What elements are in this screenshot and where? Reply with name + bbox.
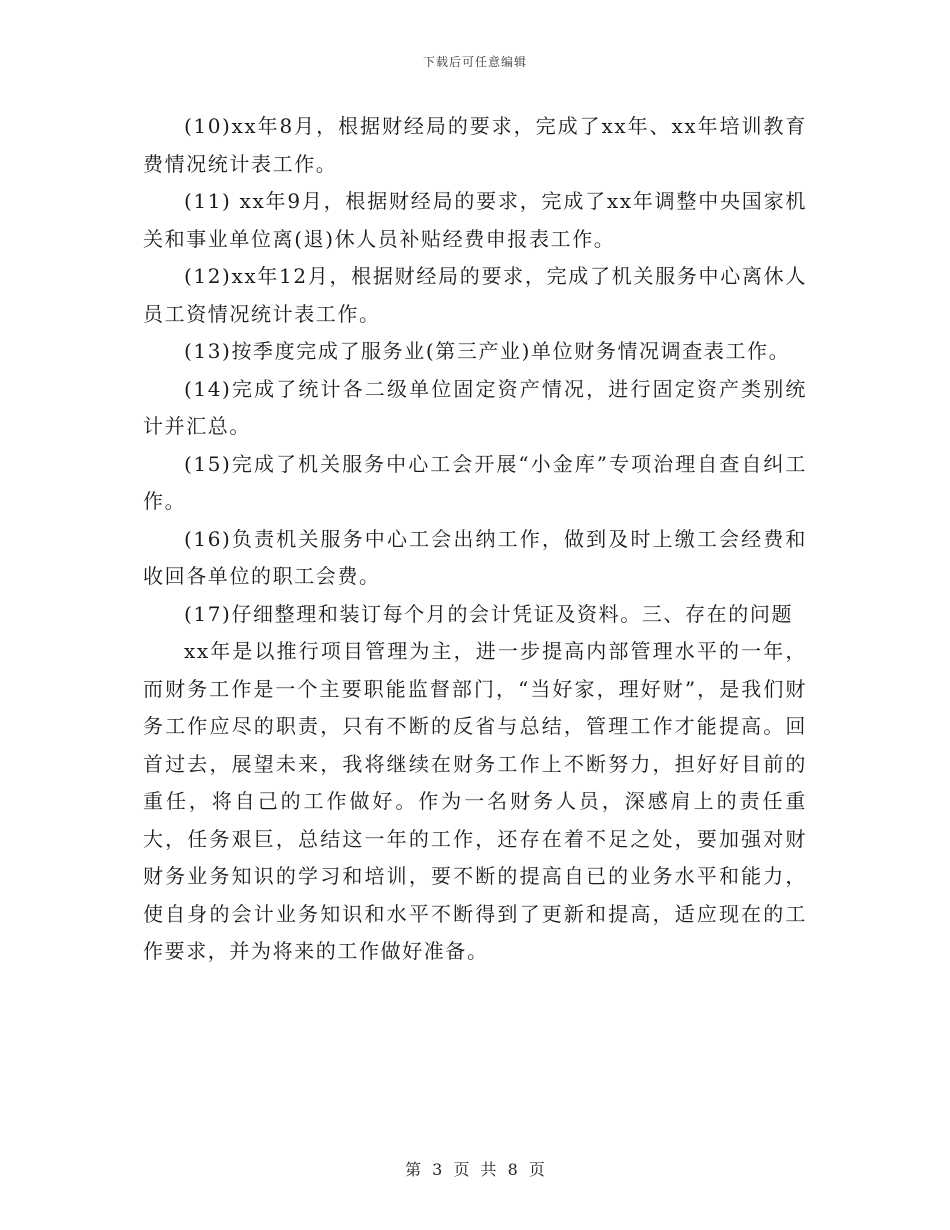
paragraph: (13)按季度完成了服务业(第三产业)单位财务情况调查表工作。	[184, 339, 791, 363]
page-number-footer: 第 3 页 共 8 页	[405, 1160, 545, 1179]
paragraph: (10)xx年8月，根据财经局的要求，完成了xx年、xx年培训教育费情况统计表工作。	[143, 114, 807, 176]
paragraph: (17)仔细整理和装订每个月的会计凭证及资料。三、存在的问题	[184, 601, 794, 626]
paragraph: xx年是以推行项目管理为主，进一步提高内部管理水平的一年，而财务工作是一个主要职能监督部门，“当好家，理好财”，是我们财务工作应尽的职责，只有不断的反省与总结，管理工作才能提高。回首过去，展望未来，我将继续在财务工作上不断努力，担好好目前的重任，将自己的工作做好。作为一名财务人员，深感肩上的责任重大，任务艰巨，总结这一年的工作，还存在着不足之处，要加强对财财务业务知识的学习和培训，要不断的提高自已的业务水平和能力，使自身的会计业务知识和水平不断得到了更新和提高，适应现在的工作要求，并为将来的工作做好准备。	[143, 639, 807, 963]
paragraph: (14)完成了统计各二级单位固定资产情况，进行固定资产类别统计并汇总。	[143, 376, 807, 438]
paragraph: (16)负责机关服务中心工会出纳工作，做到及时上缴工会经费和收回各单位的职工会费。	[143, 526, 807, 588]
paragraph: (12)xx年12月，根据财经局的要求，完成了机关服务中心离休人员工资情况统计表工作。	[143, 264, 807, 326]
paragraph: (11) xx年9月，根据财经局的要求，完成了xx年调整中央国家机关和事业单位离(退)休人员补贴经费申报表工作。	[143, 189, 807, 251]
paragraph: (15)完成了机关服务中心工会开展“小金库”专项治理自查自纠工作。	[143, 451, 807, 513]
document-body	[143, 108, 807, 971]
page-header: 下载后可任意编辑	[422, 55, 527, 69]
